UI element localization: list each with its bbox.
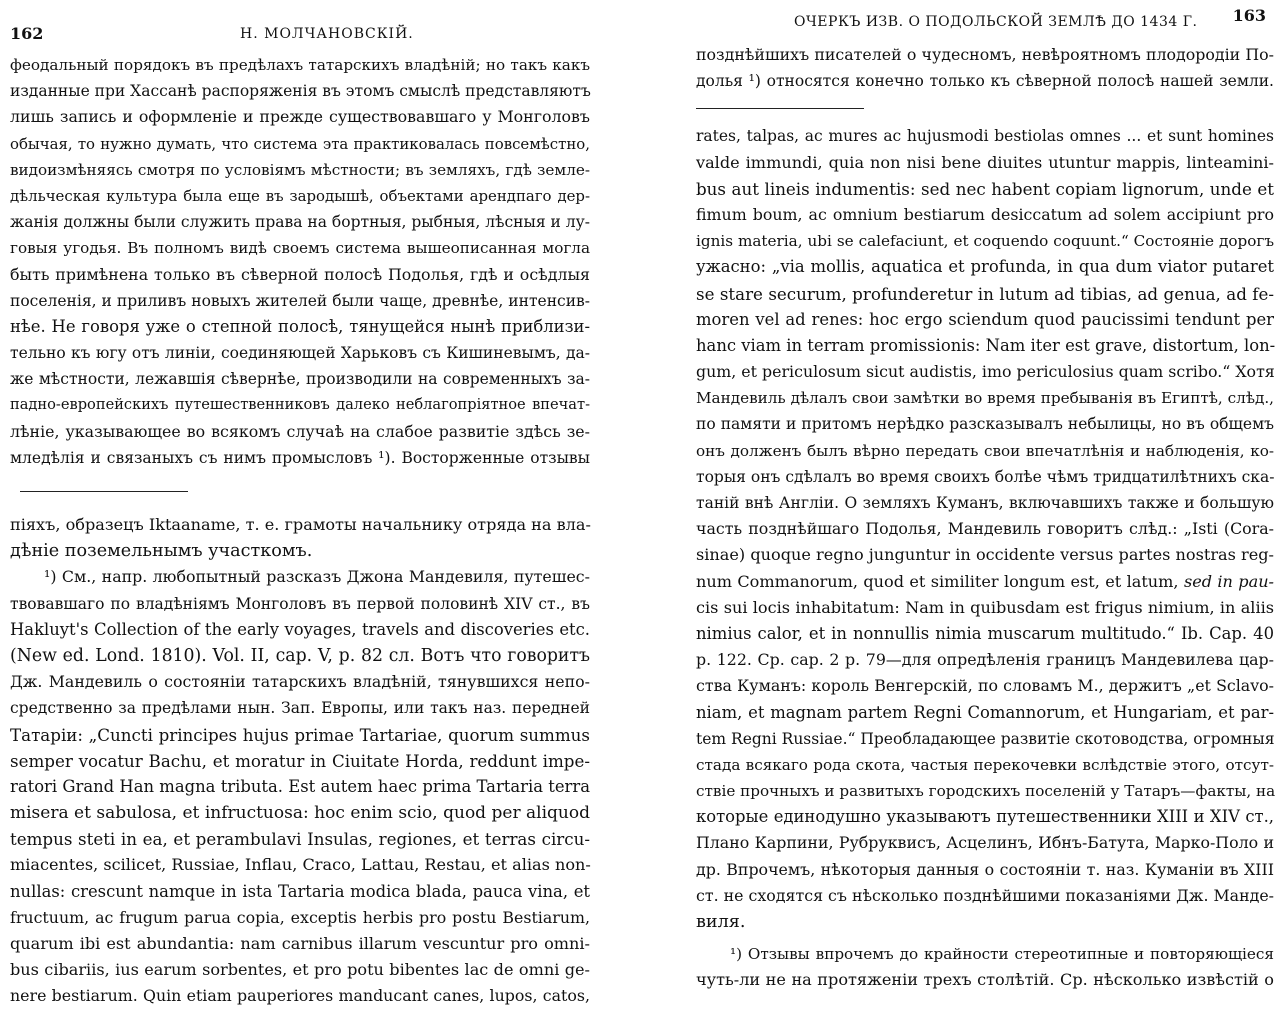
footnote-line: ствіе прочныхъ и развитыхъ городскихъ поселеній у Татаръ—факты, на	[696, 782, 1276, 801]
footnote-line: moren vel ad renes: hoc ergo sciendum quod paucissimi tendunt per	[696, 309, 1274, 329]
footnote-line: торыя онъ сдѣлалъ во время своихъ болѣе чѣмъ тридцатилѣтнихъ ска-	[696, 467, 1275, 486]
footnote-line: ст. не сходятся съ нѣсколько позднѣйшими показаніями Дж. Манде-	[696, 885, 1275, 905]
footnote-line: Мандевиль дѣлалъ свои замѣтки во время пребыванія въ Египтѣ, слѣд.,	[696, 389, 1274, 408]
footnote-line: виля.	[696, 912, 746, 932]
footnote-line: стада всякаго рода скота, частыя перекочевки вслѣдствіе этого, отсут-	[696, 755, 1274, 774]
footnote-line: tem Regni Russiae.“ Преобладающее развитіе скотоводства, огромныя	[696, 729, 1275, 748]
footnote-line: средственно за предѣлами нын. Зап. Европы, или такъ наз. передней	[10, 699, 590, 718]
text-line: падно-европейскихъ путешественниковъ далеко неблагопріятное впечат-	[10, 396, 590, 414]
footnote-line: bus cibariis, ius earum sorbentes, et pro potu bibentes lac de omni ge-	[10, 960, 590, 980]
footnote-line: valde immundi, quia non nisi bene diuites utuntur mappis, linteamini-	[696, 152, 1274, 172]
footnote-line: ¹) См., напр. любопытный разсказъ Джона Мандевиля, путешес-	[44, 567, 590, 587]
running-head: ОЧЕРКЪ ИЗВ. О ПОДОЛЬСКОЙ ЗЕМЛѢ ДО 1434 Г.	[794, 14, 1198, 30]
footnote-line: по памяти и притомъ нерѣдко разсказывалъ небылицы, но въ общемъ	[696, 415, 1274, 434]
page-number: 162	[10, 24, 44, 43]
footnote-line: піяхъ, образецъ Iktaaname, т. е. грамоты начальнику отряда на вла-	[10, 515, 591, 534]
footnotes	[10, 512, 590, 1010]
footnote-line: miacentes, scilicet, Russiae, Inflau, Craco, Lattau, Restau, et alias non-	[10, 855, 591, 875]
footnote-line: дѣніе поземельнымъ участкомъ.	[10, 541, 313, 562]
footnote-line: fructuum, ac frugum parua copia, exceptis herbis pro postu Bestiarum,	[10, 907, 590, 927]
text-line: долья ¹) относятся конечно только къ сѣверной полосѣ нашей земли.	[696, 72, 1274, 91]
footnote-line: sinae) quoque regno junguntur in occidente versus partes nostras reg-	[696, 545, 1274, 565]
text-line: тельно къ югу отъ линіи, соединяющей Харьковъ съ Кишиневымъ, да-	[10, 344, 590, 363]
footnote-line: misera et sabulosa, et infructuosa: hoc enim scio, quod per aliquod	[10, 803, 590, 824]
footnote-line: Татаріи: „Cuncti principes hujus primae Tartariae, quorum summus	[10, 724, 590, 745]
text-line: дѣльческая культура была еще въ зародышѣ, объектами арендпаго дер-	[10, 186, 590, 205]
footnote-line: чуть-ли не на протяженіи трехъ столѣтій. Ср. нѣсколько извѣстій о	[696, 970, 1274, 990]
text-line: жанія должны были служить права на бортныя, рыбныя, лѣсныя и лу-	[10, 213, 590, 232]
text-line: изданные при Хассанѣ распоряженія въ этомъ смыслѣ представляютъ	[10, 82, 591, 101]
main-text	[10, 52, 590, 471]
footnote-line: Дж. Мандевиль о состояніи татарскихъ владѣній, тянувшихся непо-	[10, 672, 590, 692]
text-line: поселенія, и приливъ новыхъ жителей были чаще, древнѣе, интенсив-	[10, 291, 590, 310]
footnotes	[696, 123, 1274, 993]
footnote-line: niam, et magnam partem Regni Comannorum, et Hungariam, et par-	[696, 702, 1274, 722]
footnote-line: ужасно: „via mollis, aquatica et profunda, in qua dum viator putaret	[696, 257, 1274, 277]
footnote-line: nullas: crescunt namque in ista Tartaria modica blada, pauca vina, et	[10, 881, 590, 901]
footnote-line: nere bestiarum. Quin etiam pauperiores manducant canes, lupos, catos,	[10, 986, 590, 1006]
footnote-line: Hakluyt's Collection of the early voyages, travels and discoveries etc.	[10, 619, 590, 639]
text-line: говыя угодья. Въ полномъ видѣ своемъ система вышеописанная могла	[10, 239, 590, 258]
text-line: мледѣлія и связаныхъ съ нимъ промысловъ ¹). Восторженные отзывы	[10, 448, 590, 467]
footnote-line: bus aut lineis indumentis: sed nec habent copiam lignorum, unde et	[696, 178, 1274, 199]
footnote-line: которые единодушно указываютъ путешественники XIII и XIV ст.,	[696, 807, 1274, 827]
footnote-line: se stare securum, profunderetur in lutum ad tibias, ad genua, ad fe-	[696, 283, 1274, 304]
main-text	[696, 42, 1274, 94]
footnote-line: hanc viam in terram promissionis: Nam iter est grave, distortum, lon-	[696, 335, 1276, 355]
footnote-line: semper vocatur Bachu, et moratur in Ciuitate Horda, reddunt impe-	[10, 750, 590, 771]
footnote-line: Плано Карпини, Рубруквисъ, Асцелинъ, Ибнъ-Батута, Марко-Поло и	[696, 833, 1274, 853]
left-page	[0, 0, 640, 1006]
text-line: быть примѣнена только въ сѣверной полосѣ Подолья, гдѣ и осѣдлыя	[10, 264, 590, 284]
left-page-header	[10, 14, 590, 52]
text-line: позднѣйшихъ писателей о чудесномъ, невѣроятномъ плодородіи По-	[696, 45, 1274, 64]
footnote-line: часть позднѣйшаго Подолья, Мандевиль говоритъ слѣд.: „Isti (Cora-	[696, 519, 1274, 539]
footnote-line	[696, 569, 1274, 595]
right-page-header	[696, 4, 1274, 42]
right-page	[648, 0, 1280, 993]
footnote-line: tempus steti in ea, et perambulavi Insulas, regiones, et terras circu-	[10, 829, 590, 850]
footnote-line: cis sui locis inhabitatum: Nam in quibusdam est frigus nimium, in aliis	[696, 597, 1274, 617]
footnote-line: ¹) Отзывы впрочемъ до крайности стереотипные и повторяющіеся	[730, 945, 1274, 964]
text-line: феодальный порядокъ въ предѣлахъ татарскихъ владѣній; но такъ какъ	[10, 56, 590, 74]
page-number: 163	[1232, 6, 1266, 25]
text-line: нѣе. Не говоря уже о степной полосѣ, тянущейся нынѣ приблизи-	[10, 316, 590, 336]
italic-fragment: sed in pau-	[1183, 571, 1274, 591]
footnote-line: nimius calor, et in nonnullis nimia muscarum multitudo.“ Ib. Cap. 40	[696, 623, 1274, 643]
footnote-line: rates, talpas, ac mures ac hujusmodi bestiolas omnes ... et sunt homines	[696, 127, 1274, 146]
footnote-line: fimum boum, ac omnium bestiarum desiccatum ad solem accipiunt pro	[696, 204, 1274, 224]
text-line: же мѣстности, лежавшія сѣвернѣе, производили на современныхъ за-	[10, 370, 590, 389]
footnote-line: quarum ibi est abundantia: nam carnibus illarum vescuntur pro omni-	[10, 934, 590, 953]
footnote-line: gum, et periculosum sicut audistis, imo periculosius quam scribo.“ Хотя	[696, 362, 1275, 382]
footnote-line: твовавшаго по владѣніямъ Монголовъ въ первой половинѣ XIV ст., въ	[10, 594, 590, 613]
text-line: лѣніе, указывающее во всякомъ случаѣ на слабое развитіе здѣсь зе-	[10, 421, 590, 441]
text-line: обычая, то нужно думать, что система эта практиковалась повсемѣстно,	[10, 134, 590, 153]
footnote-line: (New ed. Lond. 1810). Vol. II, cap. V, p. 82 сл. Вотъ что говоритъ	[10, 645, 590, 666]
text-line: лишь запись и оформленіе и прежде существовавшаго у Монголовъ	[10, 107, 590, 127]
footnote-line: онъ долженъ былъ вѣрно передать свои впечатлѣнія и наблюденія, ко-	[696, 441, 1274, 460]
text-line: видоизмѣняясь смотря по условіямъ мѣстности; въ земляхъ, гдѣ земле-	[10, 160, 590, 179]
running-head: Н. МОЛЧАНОВСКІЙ.	[240, 26, 414, 42]
footnote-line: ratori Grand Han magna tributa. Est autem haec prima Tartaria terra	[10, 776, 590, 796]
footnote-line: p. 122. Ср. cap. 2 p. 79—для опредѣленія границъ Мандевилева цар-	[696, 650, 1274, 670]
footnote-line: др. Впрочемъ, нѣкоторыя данныя о состояніи т. наз. Куманіи въ XIII	[696, 859, 1274, 879]
page-gutter	[640, 0, 648, 993]
footnote-line: таній внѣ Англіи. О земляхъ Куманъ, включавшихъ также и большую	[696, 494, 1274, 512]
footnote-line: ignis materia, ubi se calefaciunt, et coquendo coquunt.“ Состояніе дорогъ	[696, 232, 1274, 251]
footnote-line: ства Куманъ: король Венгерскій, по словамъ М., держитъ „et Sclavo-	[696, 676, 1274, 696]
footnote-fragment: num Commanorum, quod et similiter longum est, et latum,	[696, 571, 1179, 591]
